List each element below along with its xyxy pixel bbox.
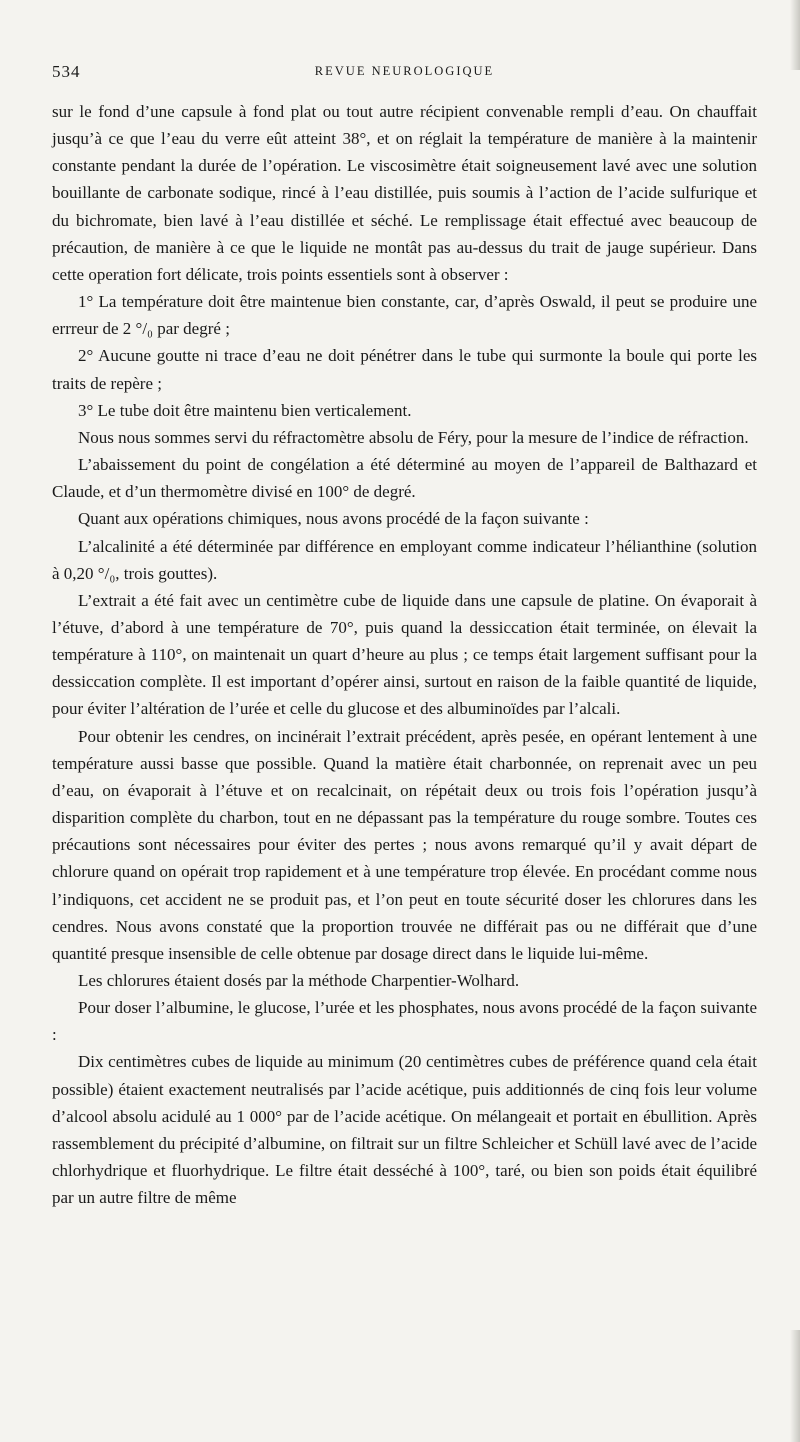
- journal-title: REVUE NEUROLOGIQUE: [314, 64, 495, 78]
- paragraph-chemical-operations: Quant aux opérations chimiques, nous avons procédé de la façon suivante :: [78, 509, 589, 529]
- paragraph-freezing-point: L’abaissement du point de congélation a été déterminé au moyen de l’appareil de Balthazard et Claude, et d’un thermomètre divisé en 100° de degré.: [52, 455, 757, 502]
- article-body: [52, 98, 757, 1211]
- page-edge-shadow-bottom: [790, 1330, 800, 1442]
- running-head: [52, 62, 757, 88]
- paragraph-extract: L’extrait a été fait avec un centimètre cube de liquide dans une capsule de platine. On évaporait à l’étuve, d’abord à une température de 70°, puis quand la dessiccation était terminée, on élevait la température à 110°, on maintenait un quart d’heure au plus ; ce temps était largement suffisant pour la dessiccation complète. Il est important d’opérer ainsi, surtout en raison de la faible quantité de liquide, pour éviter l’altération de l’urée et celle du glucose et des albuminoïdes par l’alcali.: [52, 590, 757, 719]
- paragraph-point-1-temperature: 1° La température doit être maintenue bien constante, car, d’après Oswald, il peut se produire une errreur de 2 °/₀ par degré ;: [52, 292, 757, 339]
- paragraph-chlorides: Les chlorures étaient dosés par la méthode Charpentier-Wolhard.: [78, 971, 520, 990]
- paragraph-ashes: Pour obtenir les cendres, on incinérait l’extrait précédent, après pesée, en opérant lentement à une température aussi basse que possible. Quand la matière était charbonnée, on reprenait avec un peu d’eau, on évaporait à l’étuve et on recalcinait, on répétait deux ou trois fois l’opération jusqu’à disparition complète du charbon, tout en ne dépassant pas la température du rouge sombre. Toutes ces précautions sont nécessaires pour éviter des pertes ; nous avons remarqué qu’il y avait départ de chlorure quand on opérait trop rapidement et à une température trop élevée. En procédant comme nous l’indiquons, cet accident ne se produit pas, et l’on peut en toute sécurité doser les chlorures dans les cendres. Nous avons constaté que la proportion trouvée ne différait pas ou ne différait que d’une quantité presque insensible de celle obtenue par dosage direct dans le liquide lui-même.: [52, 726, 757, 963]
- paragraph-alkalinity: L’alcalinité a été déterminée par différence en employant comme indicateur l’hélianthine (solution à 0,20 °/₀, trois gouttes).: [52, 536, 757, 583]
- paragraph-point-3-tube: 3° Le tube doit être maintenu bien verticalement.: [78, 400, 412, 420]
- journal-page: [52, 62, 757, 1211]
- paragraph-refractometer: Nous nous sommes servi du réfractomètre absolu de Féry, pour la mesure de l’indice de réfraction.: [78, 427, 749, 447]
- paragraph-albumin-intro: Pour doser l’albumine, le glucose, l’urée et les phosphates, nous avons procédé de la façon suivante :: [52, 998, 757, 1045]
- paragraph-viscosimeter-procedure: sur le fond d’une capsule à fond plat ou tout autre récipient convenable rempli d’eau. On chauffait jusqu’à ce que l’eau du verre eût atteint 38°, et on réglait la température de manière à la maintenir constante pendant la durée de l’opération. Le viscosimètre était soigneusement lavé avec une solution bouillante de carbonate sodique, rincé à l’eau distillée, puis soumis à l’action de l’acide sulfurique et du bichromate, bien lavé à l’eau distillée et séché. Le remplissage était effectué avec beaucoup de précaution, de manière à ce que le liquide ne montât pas au-dessus du trait de jauge supérieur. Dans cette operation fort délicate, trois points essentiels sont à observer :: [52, 102, 757, 284]
- page-edge-shadow-top: [790, 0, 800, 70]
- paragraph-point-2-water: 2° Aucune goutte ni trace d’eau ne doit pénétrer dans le tube qui surmonte la boule qui porte les traits de repère ;: [52, 346, 757, 393]
- page-number: 534: [52, 62, 81, 81]
- paragraph-albumin-procedure: Dix centimètres cubes de liquide au minimum (20 centimètres cubes de préférence quand cela était possible) étaient exactement neutralisés par l’acide acétique, puis additionnés de cinq fois leur volume d’alcool absolu acidulé au 1 000° par de l’acide acétique. On mélangeait et portait en ébullition. Après rassemblement du précipité d’albumine, on filtrait sur un filtre Schleicher et Schüll lavé avec de l’acide chlorhydrique et fluorhydrique. Le filtre était desséché à 100°, taré, ou bien son poids était équilibré par un autre filtre de même: [52, 1052, 757, 1208]
